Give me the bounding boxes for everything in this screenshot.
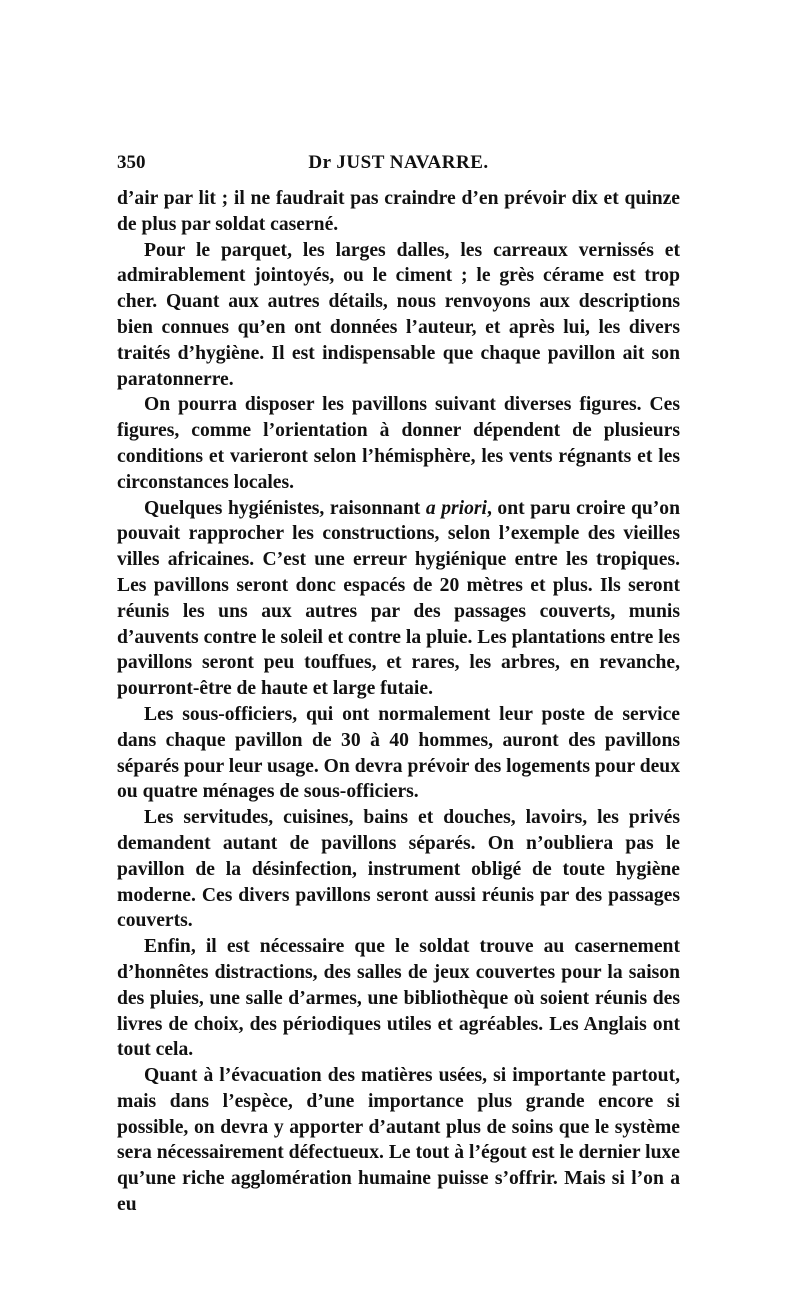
paragraph: Les servitudes, cuisines, bains et douches, lavoirs, les privés demandent autant de pavillons séparés. On n’oubliera pas le pavillon de la désinfection, instrument obligé de toute hygiène moderne. Ces divers pavillons seront aussi réunis par des passages couverts.	[117, 807, 680, 932]
page-header	[117, 152, 680, 182]
text-body	[117, 186, 680, 1218]
running-head: Dr JUST NAVARRE.	[308, 152, 489, 173]
page-number: 350	[117, 152, 146, 173]
paragraph: Pour le parquet, les larges dalles, les carreaux vernissés et admirablement jointoyés, ou le ciment ; le grès cérame est trop cher. Quant aux autres détails, nous renvoyons aux descriptions bien connues qu’en ont données l’auteur, et après lui, les divers traités d’hygiène. Il est indispensable que chaque pavillon ait son paratonnerre.	[117, 239, 680, 390]
paragraph: Quelques hygiénistes, raisonnant a priori, ont paru croire qu’on pouvait rapprocher les constructions, selon l’exemple des vieilles villes africaines. C’est une erreur hygiénique entre les tropiques. Les pavillons seront donc espacés de 20 mètres et plus. Ils seront réunis les uns aux autres par des passages couverts, munis d’auvents contre le soleil et contre la pluie. Les plantations entre les pavillons seront peu touffues, et rares, les arbres, en revanche, pourront-être de haute et large futaie.	[117, 497, 680, 700]
paragraph: On pourra disposer les pavillons suivant diverses figures. Ces figures, comme l’orientation à donner dépendent de plusieurs conditions et varieront selon l’hémisphère, les vents régnants et les circonstances locales.	[117, 394, 680, 493]
paragraph: Quant à l’évacuation des matières usées, si importante partout, mais dans l’espèce, d’une importance plus grande encore si possible, on devra y apporter d’autant plus de soins que le système sera nécessairement défectueux. Le tout à l’égout est le dernier luxe qu’une riche agglomération humaine puisse s’offrir. Mais si l’on a eu	[117, 1065, 680, 1216]
paragraph: d’air par lit ; il ne faudrait pas craindre d’en prévoir dix et quinze de plus par soldat caserné.	[117, 188, 680, 235]
italic-phrase: a priori	[425, 497, 487, 519]
paragraph: Enfin, il est nécessaire que le soldat trouve au casernement d’honnêtes distractions, des salles de jeux couvertes pour la saison des pluies, une salle d’armes, une bibliothèque où soient réunis des livres de choix, des périodiques utiles et agréables. Les Anglais ont tout cela.	[117, 936, 680, 1061]
paragraph: Les sous-officiers, qui ont normalement leur poste de service dans chaque pavillon de 30 à 40 hommes, auront des pavillons séparés pour leur usage. On devra prévoir des logements pour deux ou quatre ménages de sous-officiers.	[117, 703, 680, 803]
